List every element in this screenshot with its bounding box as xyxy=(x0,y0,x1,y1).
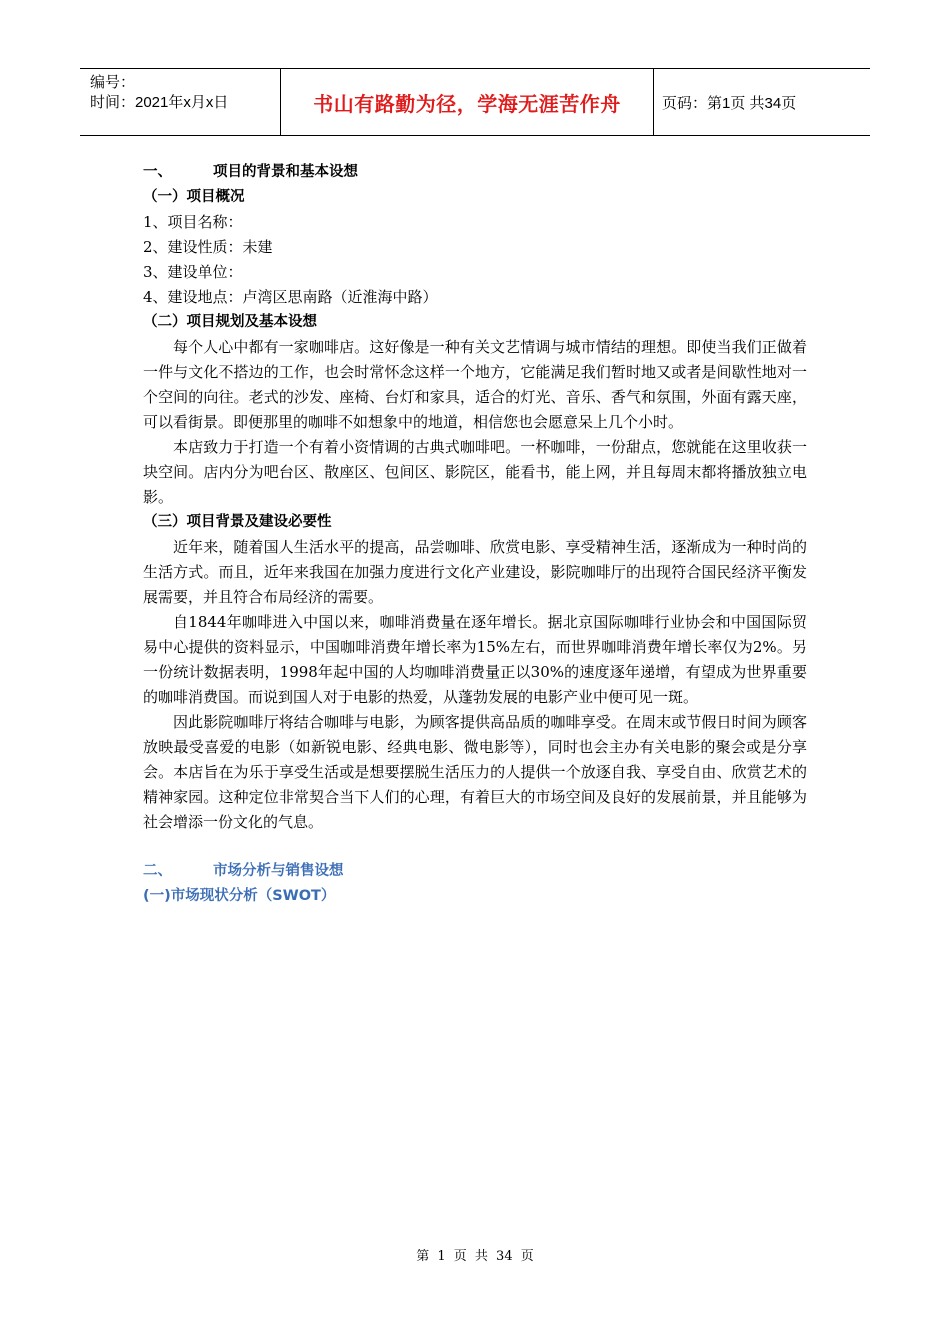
list-item: 2、建设性质：未建 xyxy=(143,238,273,256)
document-body xyxy=(143,160,807,909)
section-heading-1 xyxy=(143,160,807,185)
paragraph: 近年来，随着国人生活水平的提高，品尝咖啡、欣赏电影、享受精神生活，逐渐成为一种时尚的生活方式。而且，近年来我国在加强力度进行文化产业建设，影院咖啡厅的出现符合国民经济平衡发展需要，并且符合布局经济的需要。 xyxy=(143,538,807,606)
section-heading-2 xyxy=(143,859,807,884)
list-item: 1、项目名称： xyxy=(143,213,243,231)
section-number: 一、 xyxy=(143,164,172,180)
page-footer: 第 1 页 共 34 页 xyxy=(416,1249,534,1264)
subsection-heading: （三）项目背景及建设必要性 xyxy=(143,514,332,530)
paragraph: 本店致力于打造一个有着小资情调的古典式咖啡吧。一杯咖啡，一份甜点，您就能在这里收获一块空间。店内分为吧台区、散座区、包间区、影院区，能看书，能上网，并且每周末都将播放独立电影。 xyxy=(143,438,807,506)
document-header xyxy=(80,68,870,136)
spacer xyxy=(143,835,807,859)
subsection-heading: (一)市场现状分析（SWOT） xyxy=(143,888,336,904)
list-item: 3、建设单位： xyxy=(143,263,243,281)
section-title: 市场分析与销售设想 xyxy=(213,863,344,879)
subsection-heading: （一）项目概况 xyxy=(143,189,245,205)
paragraph: 因此影院咖啡厅将结合咖啡与电影，为顾客提供高品质的咖啡享受。在周末或节假日时间为顾客放映最受喜爱的电影（如新锐电影、经典电影、微电影等），同时也会主办有关电影的聚会或是分享会。本店旨在为乐于享受生活或是想要摆脱生活压力的人提供一个放逐自我、享受自由、欣赏艺术的精神家园。这种定位非常契合当下人们的心理，有着巨大的市场空间及良好的发展前景，并且能够为社会增添一份文化的气息。 xyxy=(143,713,807,831)
header-page-cell xyxy=(654,69,870,135)
paragraph: 自1844年咖啡进入中国以来，咖啡消费量在逐年增长。据北京国际咖啡行业协会和中国国际贸易中心提供的资料显示，中国咖啡消费年增长率为15%左右，而世界咖啡消费年增长率仅为2%。另一份统计数据表明，1998年起中国的人均咖啡消费量正以30%的速度逐年递增，有望成为世界重要的咖啡消费国。而说到国人对于电影的热爱，从蓬勃发展的电影产业中便可见一斑。 xyxy=(143,613,807,706)
paragraph: 每个人心中都有一家咖啡店。这好像是一种有关文艺情调与城市情结的理想。即使当我们正做着一件与文化不搭边的工作，也会时常怀念这样一个地方，它能满足我们暂时地又或者是间歇性地对一个空间的向往。老式的沙发、座椅、台灯和家具，适合的灯光、音乐、香气和氛围，外面有露天座，可以看街景。即便那里的咖啡不如想象中的地道，相信您也会愿意呆上几个小时。 xyxy=(143,338,807,431)
subsection-heading: （二）项目规划及基本设想 xyxy=(143,314,317,330)
section-number: 二、 xyxy=(143,863,172,879)
header-meta-cell xyxy=(80,69,281,135)
header-motto-cell xyxy=(281,69,654,135)
time-label: 时间：2021年x月x日 xyxy=(90,94,229,111)
page-info: 页码：第1页 共34页 xyxy=(662,94,797,112)
list-item: 4、建设地点：卢湾区思南路（近淮海中路） xyxy=(143,288,438,306)
section-title: 项目的背景和基本设想 xyxy=(213,164,358,180)
motto-text: 书山有路勤为径，学海无涯苦作舟 xyxy=(313,91,621,116)
number-label: 编号： xyxy=(90,74,136,91)
